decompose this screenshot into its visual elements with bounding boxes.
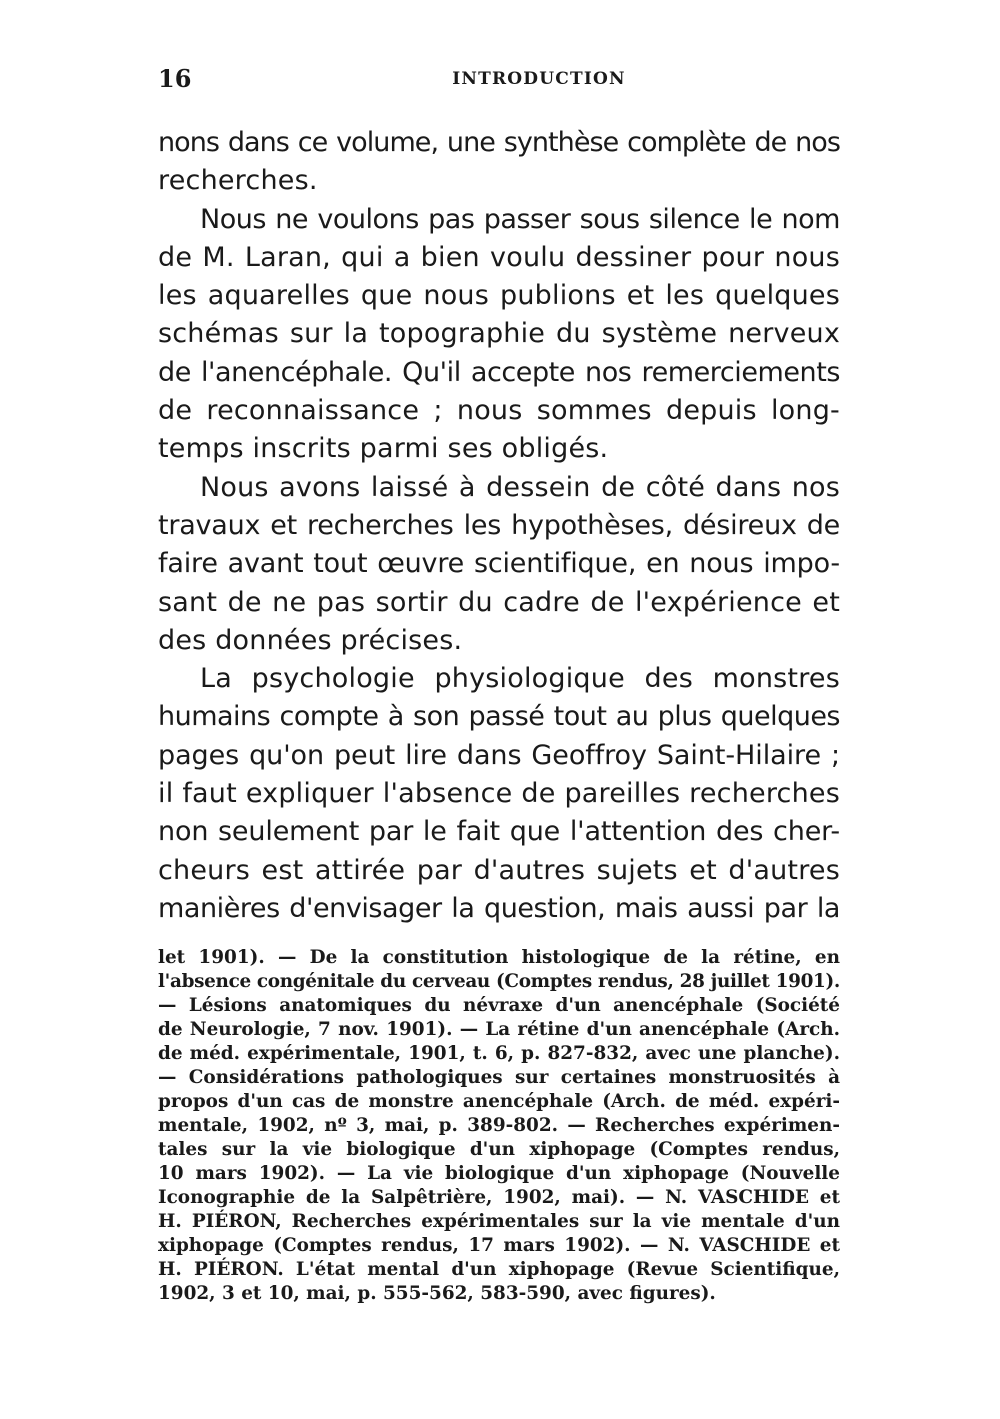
body-line: des données précises. bbox=[158, 624, 463, 656]
body-line: nons dans ce volume, une synthèse complète de nos bbox=[158, 127, 840, 158]
footnote-line: l'absence congénitale du cerveau (Comptes rendus, 28 juillet 1901). bbox=[158, 971, 840, 992]
body-line: travaux et recherches les hypothèses, désireux de bbox=[158, 509, 840, 541]
body-line: de reconnaissance ; nous sommes depuis long- bbox=[158, 395, 840, 427]
footnote-line: propos d'un cas de monstre anencéphale (Arch. de méd. expéri- bbox=[158, 1091, 840, 1112]
running-title: INTRODUCTION bbox=[452, 69, 626, 89]
footnote-line: — Lésions anatomiques du névraxe d'un anencéphale (Société bbox=[158, 995, 840, 1016]
page-header bbox=[158, 64, 840, 94]
footnote-line: 1902, 3 et 10, mai, p. 555-562, 583-590, avec figures). bbox=[158, 1283, 716, 1304]
body-line: de M. Laran, qui a bien voulu dessiner pour nous bbox=[158, 241, 840, 273]
body-line: recherches. bbox=[158, 165, 318, 197]
body-line: faire avant tout œuvre scientifique, en nous impo- bbox=[158, 548, 840, 580]
body-line: non seulement par le fait que l'attention des cher- bbox=[158, 816, 840, 848]
footnote-line: de Neurologie, 7 nov. 1901). — La rétine d'un anencéphale (Arch. bbox=[158, 1019, 840, 1040]
page-number: 16 bbox=[158, 64, 192, 93]
footnote-line: 10 mars 1902). — La vie biologique d'un xiphopage (Nouvelle bbox=[158, 1163, 840, 1184]
body-line: Nous avons laissé à dessein de côté dans nos bbox=[200, 471, 840, 503]
footnote-line: xiphopage (Comptes rendus, 17 mars 1902). — N. VASCHIDE et bbox=[158, 1235, 840, 1256]
footnote-line: H. PIÉRON, Recherches expérimentales sur la vie mentale d'un bbox=[158, 1211, 840, 1232]
body-line: La psychologie physiologique des monstres bbox=[200, 663, 840, 695]
footnote-line: let 1901). — De la constitution histologique de la rétine, en bbox=[158, 947, 840, 968]
body-line: Nous ne voulons pas passer sous silence le nom bbox=[200, 203, 840, 235]
body-line: les aquarelles que nous publions et les quelques bbox=[158, 280, 840, 312]
footnote-line: de méd. expérimentale, 1901, t. 6, p. 827-832, avec une planche). bbox=[158, 1043, 840, 1064]
body-line: schémas sur la topographie du système nerveux bbox=[158, 318, 840, 350]
footnote bbox=[158, 946, 840, 1306]
footnote-line: H. PIÉRON. L'état mental d'un xiphopage (Revue Scientifique, bbox=[158, 1259, 840, 1280]
body-line: manières d'envisager la question, mais aussi par la bbox=[158, 892, 840, 924]
body-line: pages qu'on peut lire dans Geoffroy Saint-Hilaire ; bbox=[158, 739, 840, 771]
footnote-line: Iconographie de la Salpêtrière, 1902, mai). — N. VASCHIDE et bbox=[158, 1187, 840, 1208]
body-line: humains compte à son passé tout au plus quelques bbox=[158, 701, 840, 733]
body-line: cheurs est attirée par d'autres sujets et d'autres bbox=[158, 854, 840, 886]
footnote-line: tales sur la vie biologique d'un xiphopage (Comptes rendus, bbox=[158, 1139, 840, 1160]
body-line: sant de ne pas sortir du cadre de l'expérience et bbox=[158, 586, 840, 618]
body-text bbox=[158, 124, 840, 928]
body-line: de l'anencéphale. Qu'il accepte nos remerciements bbox=[158, 356, 840, 388]
footnote-line: — Considérations pathologiques sur certaines monstruosités à bbox=[158, 1067, 840, 1088]
body-line: temps inscrits parmi ses obligés. bbox=[158, 433, 609, 465]
footnote-line: mentale, 1902, nº 3, mai, p. 389-802. — Recherches expérimen- bbox=[158, 1115, 840, 1136]
body-line: il faut expliquer l'absence de pareilles recherches bbox=[158, 778, 840, 810]
